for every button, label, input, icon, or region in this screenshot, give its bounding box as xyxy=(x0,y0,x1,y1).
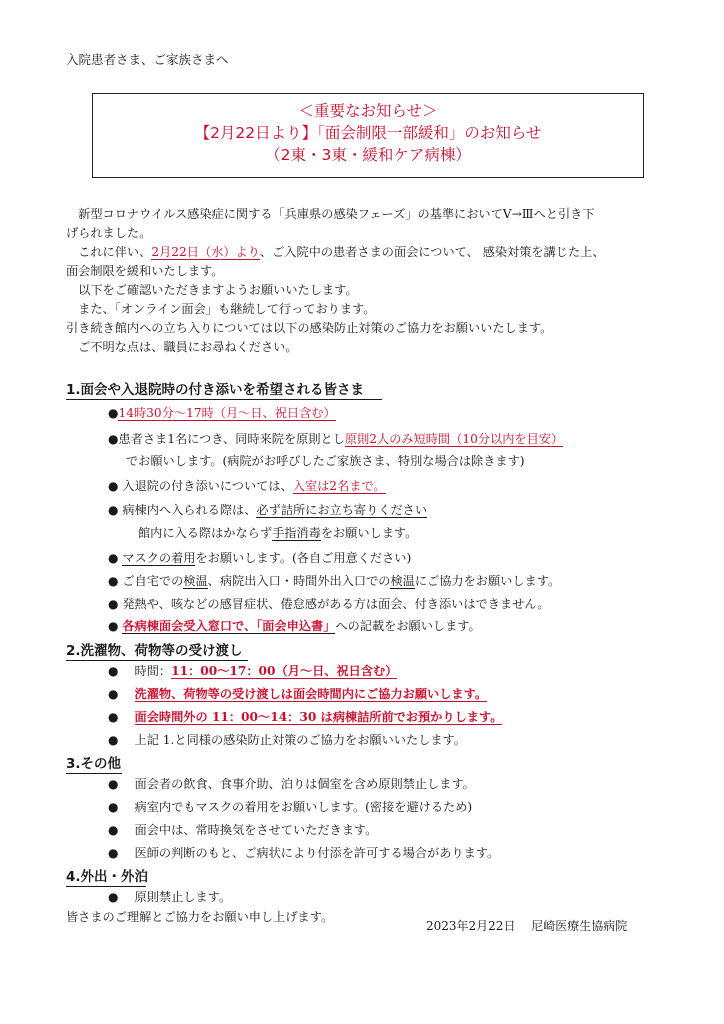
admission-limit: 入室は2名まで。 xyxy=(292,479,386,493)
item-text: への記載をお願いします。 xyxy=(335,619,481,633)
bullet-icon: ● xyxy=(108,406,119,420)
request-form-highlight: 各病棟面会受入窓口で、「面会申込書」 xyxy=(122,619,336,633)
bullet-icon: ● xyxy=(108,479,119,493)
item-text: 医師の判断のもと、ご病状により付添を許可する場合があります。 xyxy=(134,846,500,860)
bullet-icon: ● xyxy=(108,687,119,701)
bullet-icon: ● xyxy=(108,597,119,611)
bullet-icon: ● xyxy=(108,777,119,791)
bullet-icon: ● xyxy=(108,800,119,814)
item-text: ご自宅での xyxy=(122,574,184,588)
item-emphasis: 手指消毒 xyxy=(272,526,321,540)
item-text: 発熱や、咳などの感冒症状、倦怠感がある方は面会、付き添いはできません。 xyxy=(122,597,550,611)
item-text: をお願いします。(各自ご用意ください) xyxy=(195,551,412,565)
item-emphasis: マスクの着用 xyxy=(122,551,196,565)
list-item xyxy=(108,595,549,612)
list-item xyxy=(108,404,336,421)
item-text: 患者さま1名につき、同時来院を原則とし xyxy=(118,432,345,446)
list-item xyxy=(108,888,231,905)
list-item xyxy=(108,477,386,494)
bullet-icon: ● xyxy=(108,710,119,724)
item-emphasis: 検温 xyxy=(390,574,415,588)
greeting: 入院患者さま、ご家族さまへ xyxy=(66,52,229,67)
notice-wards: （2東・3東・緩和ケア病棟） xyxy=(265,146,471,164)
list-item xyxy=(108,430,563,447)
bullet-icon: ● xyxy=(108,664,119,678)
bullet-icon: ● xyxy=(108,574,119,588)
item-emphasis: 検温 xyxy=(183,574,208,588)
item-text: 面会中は、常時換気をさせていただきます。 xyxy=(134,823,378,837)
item-text: にご協力をお願いします。 xyxy=(414,574,561,588)
handover-note: 面会時間外の 11：00～14：30 は病棟詰所前でお預かりします。 xyxy=(134,710,503,724)
hospital-name: 尼崎医療生協病院 xyxy=(531,919,628,933)
item-emphasis: 必ず詰所にお立ち寄りください xyxy=(256,503,428,517)
list-item xyxy=(108,775,475,792)
list-item xyxy=(108,572,560,589)
list-item xyxy=(108,821,377,838)
bullet-icon: ● xyxy=(108,846,119,860)
intro-line: 新型コロナウイルス感染症に関する「兵庫県の感染フェーズ」の基準においてⅤ→Ⅲへと引き下 xyxy=(66,207,595,221)
list-item xyxy=(108,685,487,702)
intro-line: また、「オンライン面会」も継続して行っております。 xyxy=(66,302,376,316)
visitor-limit: 原則2人のみ短時間（10分以内を目安） xyxy=(344,432,564,446)
list-item xyxy=(108,662,397,679)
notice-heading: ＜重要なお知らせ＞ xyxy=(298,102,438,120)
section-1-title: 1.面会や入退院時の付き添いを希望される皆さま xyxy=(66,378,382,400)
item-text: 病棟内へ入られる際は、 xyxy=(122,503,257,517)
handover-note: 洗濯物、荷物等の受け渡しは面会時間内にご協力お願いします。 xyxy=(134,687,488,701)
item-text: 上記 1.と同様の感染防止対策のご協力をお願いいたします。 xyxy=(134,733,466,747)
list-item xyxy=(108,501,427,518)
intro-text: これに伴い、 xyxy=(66,245,152,259)
intro-line: 引き続き館内への立ち入りについては以下の感染防止対策のご協力をお願いいたします。 xyxy=(66,321,553,335)
bullet-icon: ● xyxy=(108,619,119,633)
item-text: をお願いします。 xyxy=(320,526,418,540)
item-text: 原則禁止します。 xyxy=(134,890,232,904)
item-continuation: でお願いします。(病院がお呼びしたご家族さま、特別な場合は除きます) xyxy=(126,454,525,468)
intro-line: 面会制限を緩和いたします。 xyxy=(66,264,224,278)
section-3-title: 3.その他 xyxy=(66,752,122,774)
closing-line: 皆さまのご理解とご協力をお願い申し上げます。 xyxy=(66,910,334,924)
start-date-highlight: 2月22日（水）より xyxy=(151,245,260,259)
notice-title-box xyxy=(92,93,644,178)
intro-line: げられました。 xyxy=(66,226,152,240)
item-text: 入退院の付き添いについては、 xyxy=(122,479,293,493)
section-2-title: 2.洗濯物、荷物等の受け渡し xyxy=(66,639,248,661)
intro-line: ご不明な点は、職員にお尋ねください。 xyxy=(66,340,298,354)
bullet-icon: ● xyxy=(108,823,119,837)
list-item xyxy=(108,844,499,861)
list-item xyxy=(108,708,502,725)
bullet-icon: ● xyxy=(108,890,119,904)
intro-line: 以下をご確認いただきますようお願いいたします。 xyxy=(66,283,358,297)
item-text: 館内に入る際はかならず xyxy=(138,526,273,540)
intro-text: 、ご入院中の患者さまの面会について、 感染対策を講じた上、 xyxy=(259,245,605,259)
issue-date: 2023年2月22日 xyxy=(426,919,516,933)
item-text: 病室内でもマスクの着用をお願いします。(密接を避けるため) xyxy=(134,800,473,814)
bullet-icon: ● xyxy=(108,503,119,517)
bullet-icon: ● xyxy=(108,432,119,446)
bullet-icon: ● xyxy=(108,551,119,565)
list-item xyxy=(108,549,411,566)
handover-hours: 11：00～17：00（月～日、祝日含む） xyxy=(171,664,398,678)
intro-line xyxy=(66,243,605,260)
visiting-hours: 14時30分～17時（月～日、祝日含む） xyxy=(118,406,336,420)
item-text: 時間： xyxy=(134,664,172,678)
list-item xyxy=(108,617,481,634)
notice-title: 【2月22日より】「面会制限一部緩和」のお知らせ xyxy=(194,124,542,142)
section-4-title: 4.外出・外泊 xyxy=(66,865,146,887)
bullet-icon: ● xyxy=(108,733,119,747)
list-item xyxy=(108,798,472,815)
item-text: 面会者の飲食、食事介助、泊りは個室を含め原則禁止します。 xyxy=(134,777,475,791)
footer xyxy=(426,917,627,934)
list-item xyxy=(108,731,466,748)
item-text: 、病院出入口・時間外出入口での xyxy=(207,574,391,588)
item-continuation xyxy=(138,524,417,541)
